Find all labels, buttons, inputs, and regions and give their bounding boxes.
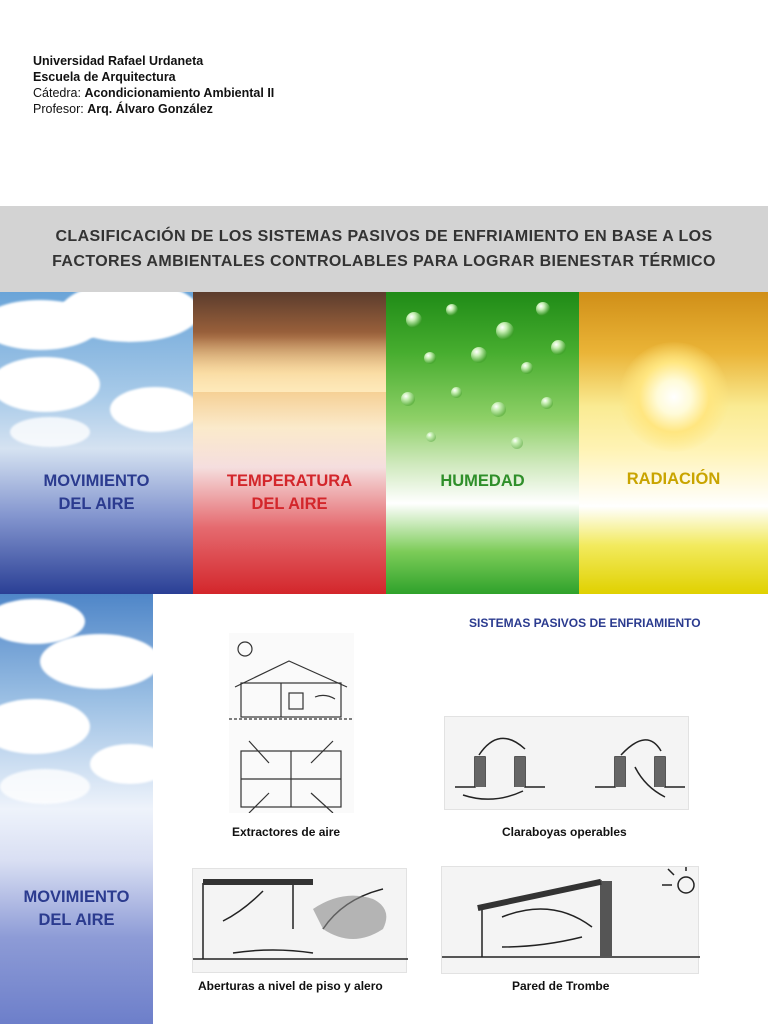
- factor-label-line: HUMEDAD: [440, 472, 525, 490]
- factor-panel-radiation: [579, 292, 768, 594]
- house-section-and-plan-icon: [229, 633, 354, 813]
- cloud-image: [110, 387, 193, 432]
- factor-label-line: MOVIMIENTO: [43, 472, 150, 490]
- water-drop-image: [451, 387, 462, 398]
- water-drop-image: [511, 437, 523, 449]
- factor-label-air-movement: [0, 470, 193, 516]
- factor-panel-air-movement: [0, 292, 193, 594]
- cloud-image: [40, 634, 153, 689]
- factor-label-line: DEL AIRE: [58, 495, 135, 513]
- skylight-sections-icon: [444, 716, 689, 810]
- cloud-image: [0, 357, 100, 412]
- side-panel-air-movement: [0, 594, 153, 1024]
- water-drop-image: [471, 347, 487, 363]
- water-drop-image: [521, 362, 533, 374]
- water-drop-image: [541, 397, 553, 409]
- cloud-image: [10, 417, 90, 447]
- factor-label-humidity: [386, 470, 579, 493]
- profesor-label: Profesor:: [33, 102, 84, 116]
- factor-label-line: RADIACIÓN: [626, 470, 721, 488]
- cloud-image: [0, 769, 90, 804]
- factor-label-line: DEL AIRE: [251, 495, 328, 513]
- factor-label-air-temperature: [193, 470, 386, 516]
- profesor-line: [33, 101, 274, 117]
- factor-panels: [0, 292, 768, 594]
- figure-caption: Aberturas a nivel de piso y alero: [198, 979, 383, 993]
- sun-image: [619, 342, 729, 452]
- factor-panel-air-temperature: [193, 292, 386, 594]
- factor-label-line: TEMPERATURA: [226, 472, 353, 490]
- document-header: [33, 53, 274, 117]
- sunlight-image: [193, 332, 386, 392]
- water-drop-image: [446, 304, 458, 316]
- title-line-1: CLASIFICACIÓN DE LOS SISTEMAS PASIVOS DE ENFRIAMIENTO EN BASE A LOS: [55, 228, 713, 245]
- figure-caption: Claraboyas operables: [502, 825, 627, 839]
- catedra-label: Cátedra:: [33, 86, 81, 100]
- catedra-value: Acondicionamiento Ambiental II: [84, 86, 275, 100]
- school-name: Escuela de Arquitectura: [33, 70, 176, 84]
- water-drop-image: [426, 432, 436, 442]
- figure-caption: Pared de Trombe: [512, 979, 610, 993]
- water-drop-image: [496, 322, 514, 340]
- water-drop-image: [551, 340, 566, 355]
- water-drop-image: [424, 352, 436, 364]
- profesor-value: Arq. Álvaro González: [87, 102, 213, 116]
- water-drop-image: [401, 392, 415, 406]
- side-label-line: DEL AIRE: [38, 911, 115, 929]
- figure-caption: Extractores de aire: [232, 825, 341, 839]
- section-title: SISTEMAS PASIVOS DE ENFRIAMIENTO: [469, 616, 701, 630]
- title-banner: [0, 206, 768, 292]
- cloud-image: [0, 699, 90, 754]
- trombe-wall-icon: [441, 866, 699, 974]
- factor-panel-humidity: [386, 292, 579, 594]
- floor-level-openings-icon: [192, 868, 407, 973]
- factor-label-radiation: [579, 468, 768, 491]
- cloud-image: [90, 744, 153, 784]
- catedra-line: [33, 85, 274, 101]
- title-line-2: FACTORES AMBIENTALES CONTROLABLES PARA LOGRAR BIENESTAR TÉRMICO: [52, 253, 716, 270]
- university-name: Universidad Rafael Urdaneta: [33, 54, 204, 68]
- side-label: [0, 886, 153, 932]
- water-drop-image: [536, 302, 550, 316]
- water-drop-image: [406, 312, 422, 328]
- water-drop-image: [491, 402, 506, 417]
- side-label-line: MOVIMIENTO: [23, 888, 130, 906]
